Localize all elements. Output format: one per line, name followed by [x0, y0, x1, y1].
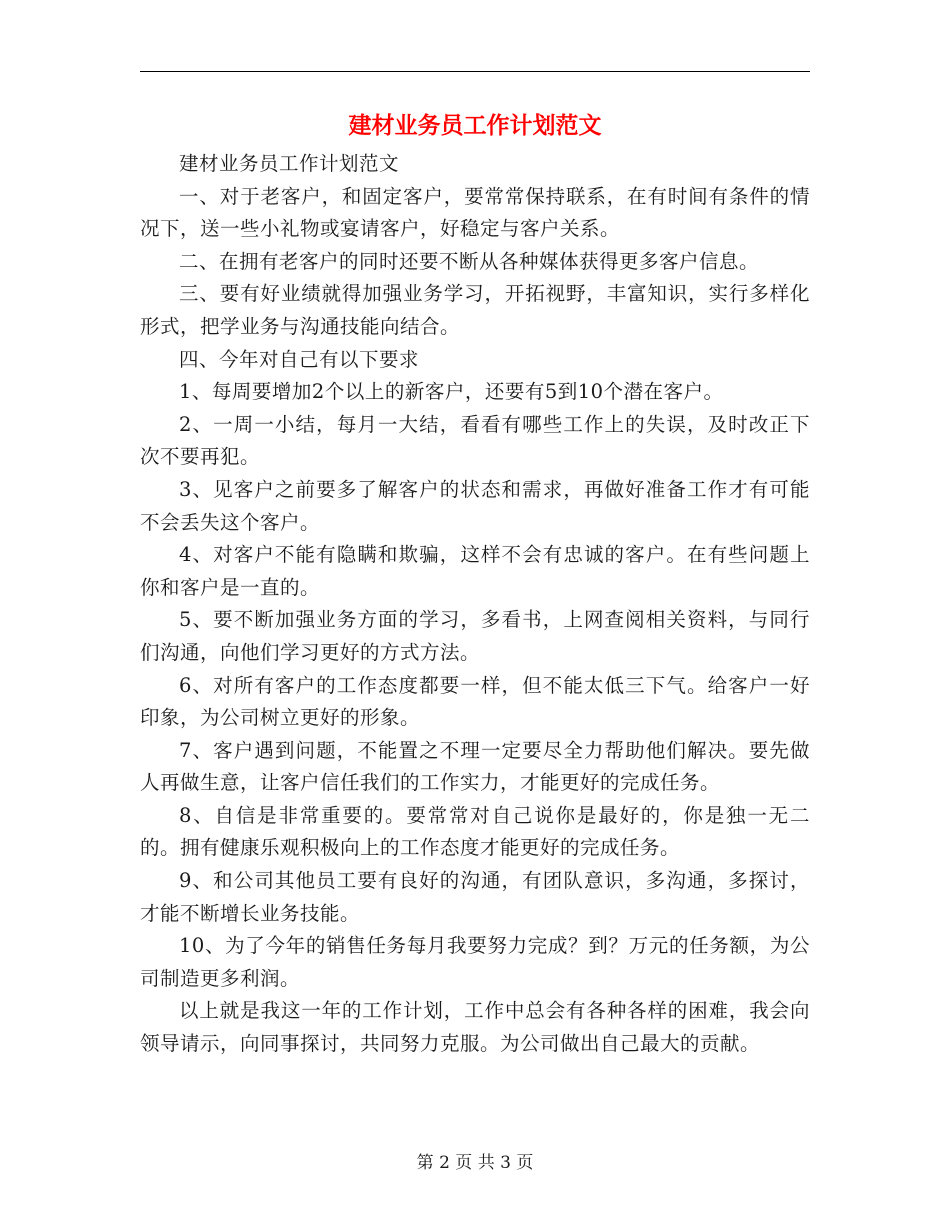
- page-number: 第 2 页 共 3 页: [416, 1153, 534, 1173]
- paragraph: 8、自信是非常重要的。要常常对自己说你是最好的，你是独一无二的。拥有健康乐观积极向上的工作态度才能更好的完成任务。: [140, 803, 810, 860]
- paragraph: 9、和公司其他员工要有良好的沟通，有团队意识，多沟通，多探讨，才能不断增长业务技能。: [140, 869, 810, 925]
- document-title: 建材业务员工作计划范文: [348, 112, 602, 139]
- paragraph: 二、在拥有老客户的同时还要不断从各种媒体获得更多客户信息。: [179, 249, 760, 273]
- paragraph: 三、要有好业绩就得加强业务学习，开拓视野，丰富知识，实行多样化形式，把学业务与沟通技能向结合。: [140, 282, 810, 338]
- paragraph: 4、对客户不能有隐瞒和欺骗，这样不会有忠诚的客户。在有些问题上你和客户是一直的。: [140, 543, 810, 599]
- paragraph: 3、见客户之前要多了解客户的状态和需求，再做好准备工作才有可能不会丢失这个客户。: [140, 477, 810, 534]
- paragraph: 四、今年对自己有以下要求: [179, 347, 420, 371]
- paragraph: 6、对所有客户的工作态度都要一样，但不能太低三下气。给客户一好印象，为公司树立更好的形象。: [140, 673, 810, 730]
- paragraph: 建材业务员工作计划范文: [179, 152, 400, 175]
- paragraph: 以上就是我这一年的工作计划，工作中总会有各种各样的困难，我会向领导请示，向同事探讨，共同努力克服。为公司做出自己最大的贡献。: [140, 999, 810, 1056]
- paragraph: 2、一周一小结，每月一大结，看看有哪些工作上的失误，及时改正下次不要再犯。: [140, 412, 810, 469]
- paragraph: 1、每周要增加2个以上的新客户，还要有5到10个潜在客户。: [179, 380, 724, 404]
- document-body: [140, 148, 810, 1061]
- paragraph: 一、对于老客户，和固定客户，要常常保持联系，在有时间有条件的情况下，送一些小礼物或宴请客户，好稳定与客户关系。: [140, 184, 810, 241]
- paragraph: 7、客户遇到问题，不能置之不理一定要尽全力帮助他们解决。要先做人再做生意，让客户信任我们的工作实力，才能更好的完成任务。: [140, 738, 810, 795]
- paragraph: 10、为了今年的销售任务每月我要努力完成？到？万元的任务额，为公司制造更多利润。: [140, 934, 810, 990]
- paragraph: 5、要不断加强业务方面的学习，多看书，上网查阅相关资料，与同行们沟通，向他们学习更好的方式方法。: [140, 608, 810, 664]
- header-rule: [140, 71, 810, 72]
